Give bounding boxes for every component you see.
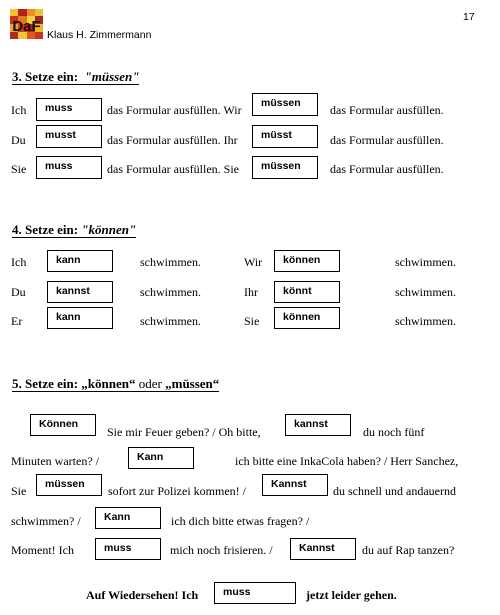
section4-heading [12, 222, 136, 238]
s5-answer-input-1a[interactable]: Können [30, 414, 96, 436]
author-name: Klaus H. Zimmermann [47, 29, 152, 41]
s5-text-2b: ich bitte eine InkaCola haben? / Herr Sanchez, [235, 454, 459, 468]
s5-text-3a: Sie [11, 484, 27, 498]
section5-heading-suffix: „müssen“ [165, 376, 220, 391]
logo-text: DaF [12, 18, 41, 35]
s3-end-text-2: das Formular ausfüllen. [330, 133, 444, 147]
s5-text-6b: jetzt leider gehen. [306, 588, 397, 602]
s3-mid-text-2: das Formular ausfüllen. Ihr [107, 133, 238, 147]
s3-answer-input-3b[interactable]: müssen [252, 156, 318, 179]
s3-pronoun-3: Sie [11, 162, 27, 176]
s3-pronoun-1: Ich [11, 103, 27, 117]
s4-verb-3b: schwimmen. [395, 314, 456, 328]
s5-text-5b: mich noch frisieren. / [170, 543, 273, 557]
s4-answer-input-3b[interactable]: können [274, 307, 340, 329]
section3-heading-prefix: 3. Setze ein: [12, 69, 79, 84]
s5-answer-input-2a[interactable]: Kann [128, 447, 194, 469]
s5-text-4b: ich dich bitte etwas fragen? / [171, 514, 310, 528]
s4-verb-3a: schwimmen. [140, 314, 201, 328]
s4-pronoun-2b: Ihr [244, 285, 258, 299]
section3-heading [12, 69, 139, 85]
s4-verb-2b: schwimmen. [395, 285, 456, 299]
s5-answer-input-5a[interactable]: muss [95, 538, 161, 560]
s3-answer-input-3a[interactable]: muss [36, 156, 102, 179]
s3-end-text-1: das Formular ausfüllen. [330, 103, 444, 117]
s5-text-5a: Moment! Ich [11, 543, 74, 557]
s4-pronoun-2a: Du [11, 285, 26, 299]
s4-answer-input-1a[interactable]: kann [47, 250, 113, 272]
section4-heading-prefix: 4. Setze ein: [12, 222, 79, 237]
section5-heading-mid: oder [138, 376, 162, 391]
s4-verb-1b: schwimmen. [395, 255, 456, 269]
s4-pronoun-1b: Wir [244, 255, 263, 269]
s3-answer-input-1b[interactable]: müssen [252, 93, 318, 116]
s5-text-5c: du auf Rap tanzen? [362, 543, 455, 557]
s4-pronoun-3b: Sie [244, 314, 260, 328]
s3-end-text-3: das Formular ausfüllen. [330, 162, 444, 176]
s5-answer-input-3a[interactable]: müssen [36, 474, 102, 496]
section4-heading-word: "können" [81, 222, 137, 237]
s3-mid-text-3: das Formular ausfüllen. Sie [107, 162, 239, 176]
s5-answer-input-3b[interactable]: Kannst [262, 474, 328, 496]
s3-answer-input-2a[interactable]: musst [36, 125, 102, 148]
s5-answer-input-6a[interactable]: muss [214, 582, 296, 604]
s4-pronoun-3a: Er [11, 314, 23, 328]
s4-verb-1a: schwimmen. [140, 255, 201, 269]
s3-pronoun-2: Du [11, 133, 26, 147]
s5-answer-input-5b[interactable]: Kannst [290, 538, 356, 560]
section3-heading-word: "müssen" [84, 69, 140, 84]
s5-text-1b: du noch fünf [363, 425, 425, 439]
s5-text-2a: Minuten warten? / [11, 454, 99, 468]
s3-answer-input-1a[interactable]: muss [36, 98, 102, 121]
s4-answer-input-3a[interactable]: kann [47, 307, 113, 329]
s4-verb-2a: schwimmen. [140, 285, 201, 299]
s5-answer-input-1b[interactable]: kannst [285, 414, 351, 436]
s4-answer-input-1b[interactable]: können [274, 250, 340, 272]
s3-mid-text-1: das Formular ausfüllen. Wir [107, 103, 242, 117]
section5-heading [12, 376, 219, 392]
s5-text-1a: Sie mir Feuer geben? / Oh bitte, [107, 425, 261, 439]
s4-pronoun-1a: Ich [11, 255, 27, 269]
s5-text-6a: Auf Wiedersehen! Ich [86, 588, 199, 602]
s5-text-3c: du schnell und andauernd [333, 484, 456, 498]
s5-text-3b: sofort zur Polizei kommen! / [108, 484, 246, 498]
s3-answer-input-2b[interactable]: müsst [252, 125, 318, 148]
s4-answer-input-2b[interactable]: könnt [274, 281, 340, 303]
s5-answer-input-4a[interactable]: Kann [95, 507, 161, 529]
section5-heading-prefix: 5. Setze ein: „können“ [12, 376, 136, 391]
page-number: 17 [463, 11, 475, 23]
daf-logo [10, 9, 43, 39]
s4-answer-input-2a[interactable]: kannst [47, 281, 113, 303]
s5-text-4a: schwimmen? / [11, 514, 81, 528]
